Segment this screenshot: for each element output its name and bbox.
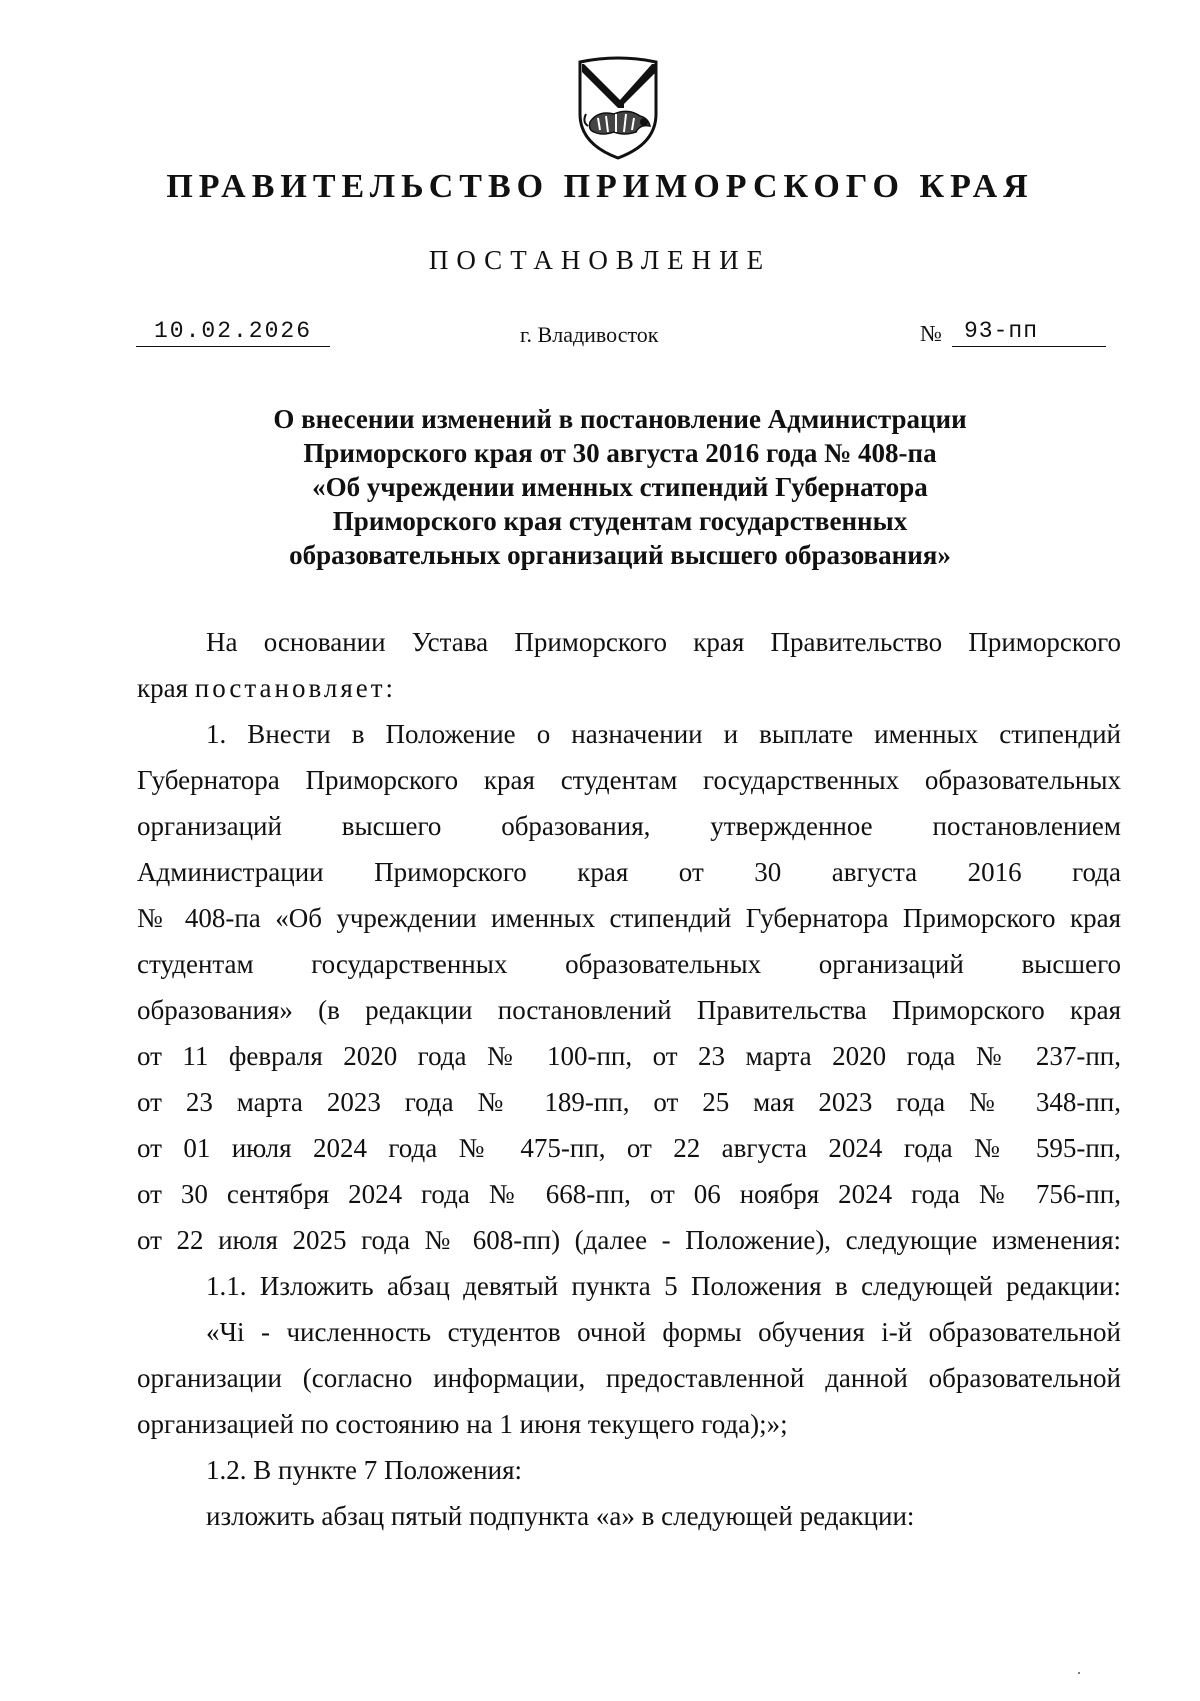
body-line: от 01 июля 2024 года № 475-пп, от 22 августа 2024 года № 595-пп, <box>137 1133 1121 1163</box>
body-line: от 23 марта 2023 года № 189-пп, от 25 мая 2023 года № 348-пп, <box>137 1087 1121 1117</box>
body-line: от 30 сентября 2024 года № 668-пп, от 06 ноября 2024 года № 756-пп, <box>137 1179 1121 1209</box>
org-title: ПРАВИТЕЛЬСТВО ПРИМОРСКОГО КРАЯ <box>166 168 1034 205</box>
document-heading <box>140 402 1100 572</box>
body-line: образования» (в редакции постановлений Правительства Приморского края <box>137 995 1121 1025</box>
decree-word: постановляет: <box>194 673 397 703</box>
body-line: 1.1. Изложить абзац девятый пункта 5 Положения в следующей редакции: <box>206 1271 1121 1301</box>
body-line: Администрации Приморского края от 30 августа 2016 года <box>137 857 1121 887</box>
preamble-line <box>137 672 1121 704</box>
body-line: «Чi - численность студентов очной формы обучения i-й образовательной <box>206 1317 1121 1347</box>
body-line: 1.2. В пункте 7 Положения: <box>206 1455 522 1485</box>
body-line: организаций высшего образования, утвержденное постановлением <box>137 811 1121 841</box>
body-line: студентам государственных образовательных организаций высшего <box>137 949 1121 979</box>
body-line: изложить абзац пятый подпункта «а» в следующей редакции: <box>206 1501 915 1531</box>
body-line: организацией по состоянию на 1 июня текущего года);»; <box>137 1409 788 1439</box>
document-city: г. Владивосток <box>520 322 659 347</box>
heading-line: Приморского края от 30 августа 2016 года № 408-па <box>303 438 937 468</box>
body-line: Губернатора Приморского края студентам государственных образовательных <box>137 765 1121 795</box>
document-number-label: № <box>920 321 942 346</box>
heading-line: образовательных организаций высшего образования» <box>289 540 951 570</box>
document-number: 93-пп <box>952 318 1106 347</box>
scan-speck <box>1078 1672 1080 1674</box>
preamble-line: На основании Устава Приморского края Правительство Приморского <box>206 627 1121 657</box>
document-type: ПОСТАНОВЛЕНИЕ <box>428 245 772 275</box>
heading-line: О внесении изменений в постановление Администрации <box>273 404 967 434</box>
preamble-prefix: края <box>137 673 195 703</box>
body-line: 1. Внести в Положение о назначении и выплате именных стипендий <box>206 719 1121 749</box>
body-line: № 408-па «Об учреждении именных стипендий Губернатора Приморского края <box>137 903 1121 933</box>
body-line: организации (согласно информации, предоставленной данной образовательной <box>137 1363 1121 1393</box>
body-line: от 22 июля 2025 года № 608-пп) (далее - Положение), следующие изменения: <box>137 1225 1121 1255</box>
coat-of-arms-icon <box>574 52 662 162</box>
document-date: 10.02.2026 <box>136 318 330 347</box>
heading-line: «Об учреждении именных стипендий Губернатора <box>312 472 928 502</box>
heading-line: Приморского края студентам государственных <box>332 506 908 536</box>
body-line: от 11 февраля 2020 года № 100-пп, от 23 марта 2020 года № 237-пп, <box>137 1041 1121 1071</box>
